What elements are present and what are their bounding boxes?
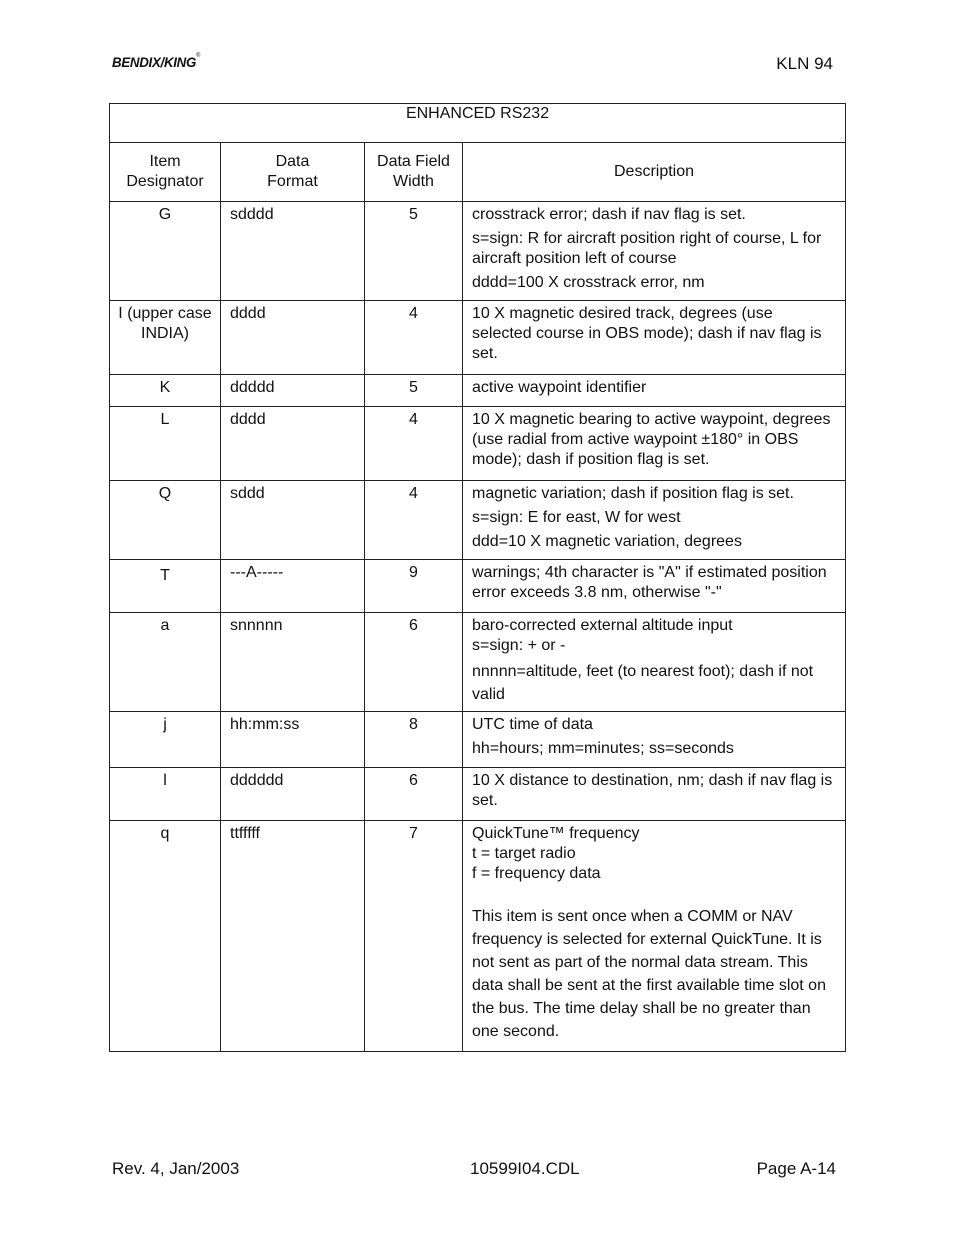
data-format: ---A----- bbox=[221, 560, 365, 613]
description bbox=[463, 301, 846, 375]
description-line: s=sign: + or - bbox=[472, 637, 566, 654]
description-line: ddd=10 X magnetic variation, degrees bbox=[472, 533, 742, 550]
description-paragraph: This item is sent once when a COMM or NAV frequency is selected for external QuickTune. It is not sent as part of the normal data stream. This data shall be sent at the first available time slot on the bus. The time delay shall be no greater than one second. bbox=[472, 908, 826, 1040]
description-line: 10 X distance to destination, nm; dash if nav flag is set. bbox=[472, 772, 833, 809]
table-row bbox=[110, 301, 846, 375]
field-width: 4 bbox=[365, 481, 463, 560]
item-designator: K bbox=[110, 375, 221, 407]
description-line: baro-corrected external altitude input bbox=[472, 617, 733, 634]
data-format: ttfffff bbox=[221, 821, 365, 1052]
description-line: 10 X magnetic desired track, degrees (use selected course in OBS mode); dash if nav flag is set. bbox=[472, 305, 822, 362]
description bbox=[463, 613, 846, 712]
brand-logo bbox=[112, 54, 200, 70]
data-format: ddddd bbox=[221, 375, 365, 407]
description bbox=[463, 375, 846, 407]
item-designator: G bbox=[110, 202, 221, 301]
description bbox=[463, 407, 846, 481]
table-row bbox=[110, 202, 846, 301]
table-row bbox=[110, 613, 846, 712]
data-format: snnnnn bbox=[221, 613, 365, 712]
registered-mark: ® bbox=[196, 53, 200, 59]
description-line: 10 X magnetic bearing to active waypoint, degrees (use radial from active waypoint ±180° in OBS mode); dash if position flag is set. bbox=[472, 411, 831, 468]
description-line: magnetic variation; dash if position flag is set. bbox=[472, 485, 794, 502]
data-format: dddd bbox=[221, 407, 365, 481]
column-header-format: Data Format bbox=[221, 143, 365, 202]
field-width: 8 bbox=[365, 712, 463, 768]
field-width: 4 bbox=[365, 407, 463, 481]
field-width: 4 bbox=[365, 301, 463, 375]
spacer bbox=[472, 884, 836, 905]
description-line: dddd=100 X crosstrack error, nm bbox=[472, 274, 705, 291]
description bbox=[463, 560, 846, 613]
data-format: dddddd bbox=[221, 768, 365, 821]
description bbox=[463, 481, 846, 560]
page-number: Page A-14 bbox=[756, 1159, 836, 1178]
description-line: warnings; 4th character is "A" if estimated position error exceeds 3.8 nm, otherwise "-" bbox=[472, 564, 827, 601]
item-designator: l bbox=[110, 768, 221, 821]
column-header-width: Data Field Width bbox=[365, 143, 463, 202]
data-format: sdddd bbox=[221, 202, 365, 301]
table-row bbox=[110, 375, 846, 407]
item-designator: a bbox=[110, 613, 221, 712]
description-line: s=sign: R for aircraft position right of course, L for aircraft position left of course bbox=[472, 230, 822, 267]
table-row bbox=[110, 768, 846, 821]
description bbox=[463, 712, 846, 768]
description bbox=[463, 202, 846, 301]
description-line: active waypoint identifier bbox=[472, 379, 647, 396]
description-line: nnnnn=altitude, feet (to nearest foot); dash if not valid bbox=[472, 663, 814, 703]
column-header-item: Item Designator bbox=[110, 143, 221, 202]
field-width: 9 bbox=[365, 560, 463, 613]
table-row bbox=[110, 560, 846, 613]
item-designator: T bbox=[110, 560, 221, 613]
document-id: 10599I04.CDL bbox=[470, 1159, 580, 1178]
field-width: 7 bbox=[365, 821, 463, 1052]
description-line: t = target radio bbox=[472, 845, 576, 862]
description-line: f = frequency data bbox=[472, 865, 601, 882]
data-format: dddd bbox=[221, 301, 365, 375]
brand-name: BENDIX/KING bbox=[112, 54, 197, 70]
item-designator: j bbox=[110, 712, 221, 768]
item-designator: L bbox=[110, 407, 221, 481]
description-line: s=sign: E for east, W for west bbox=[472, 509, 681, 526]
table-title: ENHANCED RS232 bbox=[110, 104, 846, 143]
description-line: QuickTune™ frequency bbox=[472, 825, 640, 842]
field-width: 5 bbox=[365, 375, 463, 407]
field-width: 6 bbox=[365, 768, 463, 821]
table-row bbox=[110, 407, 846, 481]
data-format: hh:mm:ss bbox=[221, 712, 365, 768]
table-row bbox=[110, 481, 846, 560]
item-designator: I (upper case INDIA) bbox=[110, 301, 221, 375]
description bbox=[463, 821, 846, 1052]
model-name: KLN 94 bbox=[776, 54, 833, 73]
rs232-table bbox=[109, 103, 846, 1052]
column-header-description: Description bbox=[463, 143, 846, 202]
table-row bbox=[110, 712, 846, 768]
field-width: 5 bbox=[365, 202, 463, 301]
data-format: sddd bbox=[221, 481, 365, 560]
table-header-row bbox=[110, 143, 846, 202]
item-designator: Q bbox=[110, 481, 221, 560]
description-line: UTC time of data bbox=[472, 716, 593, 733]
description bbox=[463, 768, 846, 821]
field-width: 6 bbox=[365, 613, 463, 712]
revision-label: Rev. 4, Jan/2003 bbox=[112, 1159, 240, 1178]
table-row bbox=[110, 821, 846, 1052]
description-line: crosstrack error; dash if nav flag is set. bbox=[472, 206, 746, 223]
description-line: hh=hours; mm=minutes; ss=seconds bbox=[472, 740, 734, 757]
item-designator: q bbox=[110, 821, 221, 1052]
